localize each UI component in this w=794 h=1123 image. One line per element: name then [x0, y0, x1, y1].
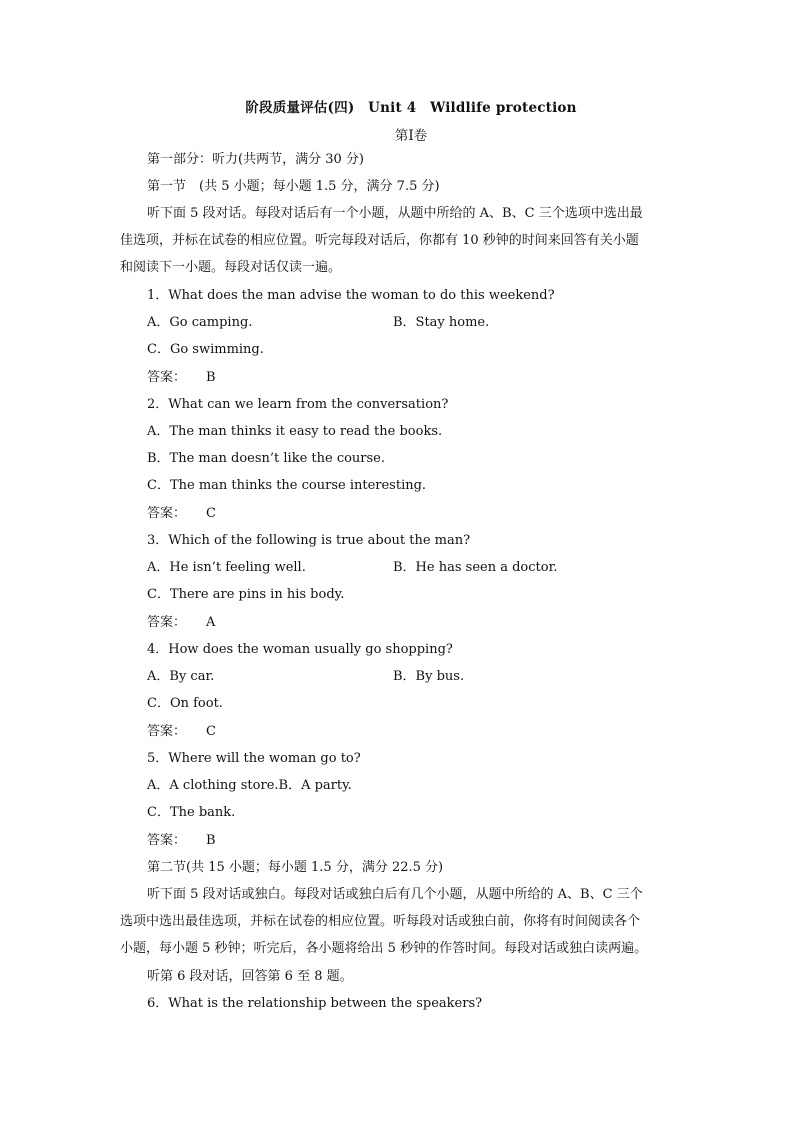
option-c: C．On foot. — [147, 696, 223, 711]
question-stem: 1．What does the man advise the woman to do this weekend? — [147, 288, 555, 303]
answer-row — [147, 723, 216, 741]
dialog-instruction: 听第 6 段对话，回答第 6 至 8 题。 — [147, 969, 353, 984]
option-c: C．Go swimming. — [147, 342, 264, 357]
option-a: A．By car. — [147, 669, 215, 684]
question-stem: 4．How does the woman usually go shopping? — [147, 642, 453, 657]
question-stem: 3．Which of the following is true about the man? — [147, 533, 471, 548]
answer-row — [147, 832, 216, 850]
option-c: C．The man thinks the course interesting. — [147, 478, 427, 493]
option-c: C．There are pins in his body. — [147, 587, 345, 602]
option-b: B．Stay home. — [393, 315, 490, 330]
option-a: A．He isn’t feeling well. — [147, 560, 306, 575]
answer-value: B — [206, 833, 216, 848]
answer-value: B — [206, 370, 216, 385]
answer-label: 答案： — [147, 370, 187, 385]
option-b: B．By bus. — [393, 669, 465, 684]
section-heading: 第一节 (共 5 小题；每小题 1.5 分，满分 7.5 分) — [147, 179, 440, 194]
instruction-line: 听下面 5 段对话或独白。每段对话或独白后有几个小题，从题中所给的 A、B、C 三个 — [147, 887, 643, 902]
instruction-line: 佳选项，并标在试卷的相应位置。听完每段对话后，你都有 10 秒钟的时间来回答有关小题 — [120, 233, 639, 248]
question-stem: 6．What is the relationship between the speakers? — [147, 996, 483, 1011]
answer-label: 答案： — [147, 506, 187, 521]
answer-label: 答案： — [147, 833, 187, 848]
instruction-line: 和阅读下一小题。每段对话仅读一遍。 — [120, 260, 342, 275]
option-a: A．The man thinks it easy to read the books. — [147, 424, 443, 439]
question-stem: 5．Where will the woman go to? — [147, 751, 361, 766]
part-heading: 第一部分：听力(共两节，满分 30 分) — [147, 152, 364, 167]
answer-row — [147, 614, 215, 632]
answer-row — [147, 369, 216, 387]
option-ab: A．A clothing store.B．A party. — [147, 778, 352, 793]
instruction-line: 小题，每小题 5 秒钟；听完后，各小题将给出 5 秒钟的作答时间。每段对话或独白读两遍。 — [120, 941, 648, 956]
section-heading: 第二节(共 15 小题；每小题 1.5 分，满分 22.5 分) — [147, 860, 444, 875]
answer-value: A — [206, 615, 216, 630]
volume-heading: 第Ⅰ卷 — [394, 128, 428, 144]
instruction-line: 听下面 5 段对话。每段对话后有一个小题，从题中所给的 A、B、C 三个选项中选出最 — [147, 206, 643, 221]
answer-row — [147, 505, 216, 523]
option-b: B．The man doesn’t like the course. — [147, 451, 386, 466]
option-c: C．The bank. — [147, 805, 236, 820]
page-title: 阶段质量评估(四) Unit 4 Wildlife protection — [245, 100, 577, 116]
option-a: A．Go camping. — [147, 315, 253, 330]
answer-label: 答案： — [147, 724, 187, 739]
answer-value: C — [206, 506, 216, 521]
question-stem: 2．What can we learn from the conversation? — [147, 397, 449, 412]
instruction-line: 选项中选出最佳选项，并标在试卷的相应位置。听每段对话或独白前，你将有时间阅读各个 — [120, 914, 641, 929]
answer-label: 答案： — [147, 615, 187, 630]
option-b: B．He has seen a doctor. — [393, 560, 558, 575]
answer-value: C — [206, 724, 216, 739]
